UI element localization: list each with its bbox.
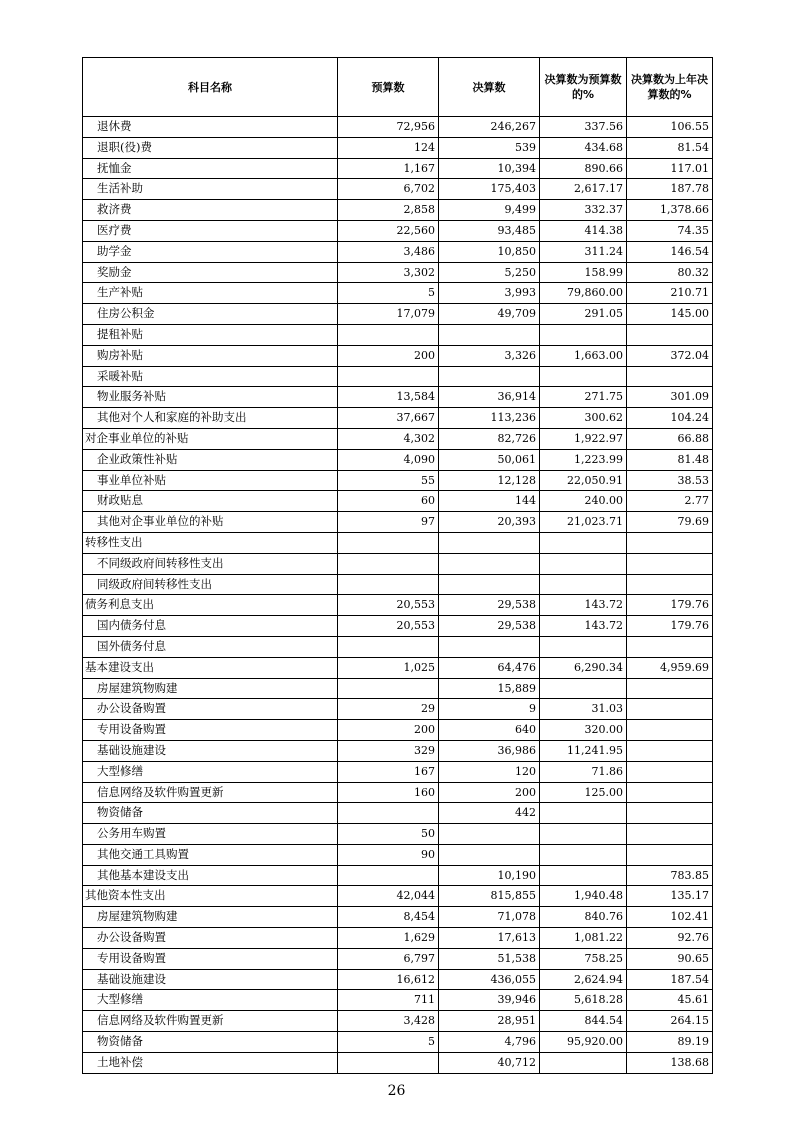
final-cell: 50,061 — [439, 449, 540, 470]
table-row — [83, 1052, 713, 1073]
budget-cell: 55 — [338, 470, 439, 491]
subject-name-cell: 退职(役)费 — [83, 137, 338, 158]
final-cell: 36,914 — [439, 387, 540, 408]
final-cell — [439, 824, 540, 845]
final-cell — [439, 553, 540, 574]
subject-name-cell: 生产补贴 — [83, 283, 338, 304]
final-cell: 442 — [439, 803, 540, 824]
ratio-to-prev-year-cell: 117.01 — [627, 158, 713, 179]
ratio-to-prev-year-cell: 38.53 — [627, 470, 713, 491]
ratio-to-budget-cell: 414.38 — [540, 220, 627, 241]
ratio-to-prev-year-cell — [627, 844, 713, 865]
table-row — [83, 907, 713, 928]
table-row — [83, 740, 713, 761]
table-row — [83, 200, 713, 221]
table-body — [83, 117, 713, 1074]
budget-cell: 3,486 — [338, 241, 439, 262]
table-row — [83, 574, 713, 595]
subject-name-cell: 土地补偿 — [83, 1052, 338, 1073]
subject-name-cell: 奖励金 — [83, 262, 338, 283]
ratio-to-prev-year-cell: 106.55 — [627, 117, 713, 138]
table-row — [83, 782, 713, 803]
table-row — [83, 1011, 713, 1032]
ratio-to-prev-year-cell — [627, 678, 713, 699]
subject-name-cell: 生活补助 — [83, 179, 338, 200]
ratio-to-budget-cell: 1,081.22 — [540, 928, 627, 949]
ratio-to-budget-cell: 1,922.97 — [540, 428, 627, 449]
ratio-to-budget-cell: 5,618.28 — [540, 990, 627, 1011]
header-ratio-to-prev-year: 决算数为上年决算数的% — [627, 58, 713, 117]
subject-name-cell: 其他对企事业单位的补贴 — [83, 512, 338, 533]
ratio-to-prev-year-cell — [627, 824, 713, 845]
ratio-to-budget-cell: 2,617.17 — [540, 179, 627, 200]
ratio-to-budget-cell — [540, 553, 627, 574]
subject-name-cell: 提租补贴 — [83, 324, 338, 345]
ratio-to-budget-cell: 95,920.00 — [540, 1032, 627, 1053]
budget-cell: 711 — [338, 990, 439, 1011]
subject-name-cell: 其他交通工具购置 — [83, 844, 338, 865]
subject-name-cell: 医疗费 — [83, 220, 338, 241]
table-row — [83, 1032, 713, 1053]
ratio-to-budget-cell: 758.25 — [540, 948, 627, 969]
subject-name-cell: 国内债务付息 — [83, 616, 338, 637]
table-row — [83, 969, 713, 990]
final-cell: 640 — [439, 720, 540, 741]
budget-cell: 8,454 — [338, 907, 439, 928]
ratio-to-budget-cell: 11,241.95 — [540, 740, 627, 761]
table-row — [83, 470, 713, 491]
final-cell: 82,726 — [439, 428, 540, 449]
subject-name-cell: 企业政策性补贴 — [83, 449, 338, 470]
ratio-to-prev-year-cell: 45.61 — [627, 990, 713, 1011]
ratio-to-budget-cell — [540, 678, 627, 699]
ratio-to-budget-cell: 320.00 — [540, 720, 627, 741]
table-row — [83, 283, 713, 304]
table-row — [83, 636, 713, 657]
budget-cell: 3,428 — [338, 1011, 439, 1032]
ratio-to-budget-cell — [540, 574, 627, 595]
subject-name-cell: 房屋建筑物购建 — [83, 907, 338, 928]
subject-name-cell: 基本建设支出 — [83, 657, 338, 678]
table-header-row — [83, 58, 713, 117]
table-row — [83, 345, 713, 366]
final-cell: 815,855 — [439, 886, 540, 907]
table-row — [83, 761, 713, 782]
budget-cell: 2,858 — [338, 200, 439, 221]
subject-name-cell: 对企事业单位的补贴 — [83, 428, 338, 449]
budget-cell — [338, 324, 439, 345]
final-cell: 17,613 — [439, 928, 540, 949]
ratio-to-prev-year-cell: 90.65 — [627, 948, 713, 969]
ratio-to-budget-cell: 71.86 — [540, 761, 627, 782]
header-final: 决算数 — [439, 58, 540, 117]
ratio-to-prev-year-cell: 138.68 — [627, 1052, 713, 1073]
table-row — [83, 449, 713, 470]
budget-cell — [338, 574, 439, 595]
subject-name-cell: 办公设备购置 — [83, 928, 338, 949]
ratio-to-prev-year-cell — [627, 699, 713, 720]
ratio-to-budget-cell: 31.03 — [540, 699, 627, 720]
subject-name-cell: 专用设备购置 — [83, 720, 338, 741]
final-cell: 200 — [439, 782, 540, 803]
final-cell: 9,499 — [439, 200, 540, 221]
ratio-to-budget-cell: 158.99 — [540, 262, 627, 283]
ratio-to-prev-year-cell — [627, 366, 713, 387]
budget-cell: 60 — [338, 491, 439, 512]
final-cell: 49,709 — [439, 304, 540, 325]
budget-cell — [338, 532, 439, 553]
ratio-to-prev-year-cell: 2.77 — [627, 491, 713, 512]
ratio-to-budget-cell — [540, 803, 627, 824]
final-cell: 120 — [439, 761, 540, 782]
ratio-to-prev-year-cell — [627, 532, 713, 553]
table-row — [83, 137, 713, 158]
page-number: 26 — [387, 1083, 406, 1099]
ratio-to-budget-cell: 2,624.94 — [540, 969, 627, 990]
table-row — [83, 512, 713, 533]
ratio-to-prev-year-cell: 74.35 — [627, 220, 713, 241]
subject-name-cell: 住房公积金 — [83, 304, 338, 325]
budget-cell: 97 — [338, 512, 439, 533]
budget-cell: 42,044 — [338, 886, 439, 907]
final-cell: 36,986 — [439, 740, 540, 761]
ratio-to-prev-year-cell — [627, 324, 713, 345]
ratio-to-budget-cell — [540, 844, 627, 865]
ratio-to-budget-cell: 143.72 — [540, 595, 627, 616]
ratio-to-budget-cell — [540, 865, 627, 886]
budget-cell — [338, 636, 439, 657]
budget-cell — [338, 1052, 439, 1073]
table-row — [83, 387, 713, 408]
table-row — [83, 990, 713, 1011]
final-cell: 39,946 — [439, 990, 540, 1011]
final-cell — [439, 324, 540, 345]
table-row — [83, 532, 713, 553]
ratio-to-budget-cell — [540, 324, 627, 345]
ratio-to-budget-cell: 240.00 — [540, 491, 627, 512]
budget-cell: 160 — [338, 782, 439, 803]
budget-cell: 22,560 — [338, 220, 439, 241]
subject-name-cell: 其他资本性支出 — [83, 886, 338, 907]
ratio-to-budget-cell: 6,290.34 — [540, 657, 627, 678]
table-row — [83, 553, 713, 574]
final-cell: 175,403 — [439, 179, 540, 200]
ratio-to-budget-cell: 844.54 — [540, 1011, 627, 1032]
subject-name-cell: 基础设施建设 — [83, 969, 338, 990]
budget-cell — [338, 803, 439, 824]
final-cell: 10,394 — [439, 158, 540, 179]
budget-cell: 4,302 — [338, 428, 439, 449]
budget-cell: 3,302 — [338, 262, 439, 283]
ratio-to-budget-cell: 332.37 — [540, 200, 627, 221]
final-cell: 93,485 — [439, 220, 540, 241]
ratio-to-prev-year-cell: 135.17 — [627, 886, 713, 907]
table-row — [83, 117, 713, 138]
budget-cell: 5 — [338, 1032, 439, 1053]
ratio-to-prev-year-cell: 187.54 — [627, 969, 713, 990]
budget-cell: 329 — [338, 740, 439, 761]
final-cell: 28,951 — [439, 1011, 540, 1032]
final-cell: 15,889 — [439, 678, 540, 699]
budget-cell: 37,667 — [338, 408, 439, 429]
final-cell: 29,538 — [439, 595, 540, 616]
ratio-to-prev-year-cell: 1,378.66 — [627, 200, 713, 221]
table-row — [83, 241, 713, 262]
subject-name-cell: 事业单位补贴 — [83, 470, 338, 491]
ratio-to-prev-year-cell — [627, 720, 713, 741]
budget-cell: 16,612 — [338, 969, 439, 990]
ratio-to-budget-cell: 337.56 — [540, 117, 627, 138]
final-cell: 246,267 — [439, 117, 540, 138]
budget-cell: 6,702 — [338, 179, 439, 200]
ratio-to-budget-cell: 125.00 — [540, 782, 627, 803]
budget-cell: 200 — [338, 720, 439, 741]
subject-name-cell: 物资储备 — [83, 803, 338, 824]
subject-name-cell: 物业服务补贴 — [83, 387, 338, 408]
table-row — [83, 720, 713, 741]
ratio-to-budget-cell — [540, 1052, 627, 1073]
table-row — [83, 948, 713, 969]
ratio-to-prev-year-cell: 102.41 — [627, 907, 713, 928]
budget-cell: 50 — [338, 824, 439, 845]
final-cell — [439, 532, 540, 553]
budget-cell: 72,956 — [338, 117, 439, 138]
ratio-to-prev-year-cell — [627, 761, 713, 782]
subject-name-cell: 救济费 — [83, 200, 338, 221]
budget-cell — [338, 366, 439, 387]
subject-name-cell: 采暖补贴 — [83, 366, 338, 387]
ratio-to-prev-year-cell: 79.69 — [627, 512, 713, 533]
budget-cell — [338, 865, 439, 886]
ratio-to-budget-cell: 434.68 — [540, 137, 627, 158]
budget-cell: 29 — [338, 699, 439, 720]
subject-name-cell: 其他对个人和家庭的补助支出 — [83, 408, 338, 429]
subject-name-cell: 财政贴息 — [83, 491, 338, 512]
budget-cell: 1,629 — [338, 928, 439, 949]
budget-cell: 167 — [338, 761, 439, 782]
table-row — [83, 408, 713, 429]
ratio-to-prev-year-cell: 81.54 — [627, 137, 713, 158]
ratio-to-budget-cell: 300.62 — [540, 408, 627, 429]
ratio-to-budget-cell: 1,940.48 — [540, 886, 627, 907]
ratio-to-budget-cell: 21,023.71 — [540, 512, 627, 533]
budget-table — [82, 57, 713, 1074]
final-cell: 40,712 — [439, 1052, 540, 1073]
final-cell — [439, 574, 540, 595]
subject-name-cell: 助学金 — [83, 241, 338, 262]
ratio-to-prev-year-cell: 4,959.69 — [627, 657, 713, 678]
subject-name-cell: 大型修缮 — [83, 990, 338, 1011]
subject-name-cell: 物资储备 — [83, 1032, 338, 1053]
table-row — [83, 824, 713, 845]
ratio-to-prev-year-cell — [627, 553, 713, 574]
subject-name-cell: 房屋建筑物购建 — [83, 678, 338, 699]
ratio-to-prev-year-cell: 179.76 — [627, 616, 713, 637]
header-subject-name: 科目名称 — [83, 58, 338, 117]
final-cell: 3,993 — [439, 283, 540, 304]
budget-cell: 17,079 — [338, 304, 439, 325]
ratio-to-prev-year-cell: 264.15 — [627, 1011, 713, 1032]
final-cell: 436,055 — [439, 969, 540, 990]
table-row — [83, 803, 713, 824]
subject-name-cell: 转移性支出 — [83, 532, 338, 553]
final-cell: 4,796 — [439, 1032, 540, 1053]
ratio-to-budget-cell: 22,050.91 — [540, 470, 627, 491]
ratio-to-prev-year-cell: 372.04 — [627, 345, 713, 366]
ratio-to-prev-year-cell: 145.00 — [627, 304, 713, 325]
budget-cell: 1,167 — [338, 158, 439, 179]
subject-name-cell: 购房补贴 — [83, 345, 338, 366]
final-cell: 9 — [439, 699, 540, 720]
budget-cell — [338, 678, 439, 699]
ratio-to-budget-cell: 79,860.00 — [540, 283, 627, 304]
final-cell: 10,850 — [439, 241, 540, 262]
ratio-to-prev-year-cell — [627, 782, 713, 803]
ratio-to-budget-cell: 271.75 — [540, 387, 627, 408]
budget-cell: 13,584 — [338, 387, 439, 408]
table-row — [83, 616, 713, 637]
final-cell: 71,078 — [439, 907, 540, 928]
ratio-to-budget-cell — [540, 824, 627, 845]
budget-cell — [338, 553, 439, 574]
ratio-to-budget-cell — [540, 636, 627, 657]
ratio-to-prev-year-cell: 301.09 — [627, 387, 713, 408]
budget-cell: 200 — [338, 345, 439, 366]
ratio-to-prev-year-cell: 66.88 — [627, 428, 713, 449]
final-cell: 51,538 — [439, 948, 540, 969]
header-budget: 预算数 — [338, 58, 439, 117]
subject-name-cell: 退休费 — [83, 117, 338, 138]
subject-name-cell: 公务用车购置 — [83, 824, 338, 845]
final-cell — [439, 366, 540, 387]
ratio-to-prev-year-cell — [627, 803, 713, 824]
ratio-to-budget-cell: 840.76 — [540, 907, 627, 928]
budget-cell: 90 — [338, 844, 439, 865]
ratio-to-prev-year-cell: 81.48 — [627, 449, 713, 470]
ratio-to-prev-year-cell: 92.76 — [627, 928, 713, 949]
final-cell: 113,236 — [439, 408, 540, 429]
ratio-to-prev-year-cell: 783.85 — [627, 865, 713, 886]
ratio-to-prev-year-cell: 80.32 — [627, 262, 713, 283]
final-cell: 539 — [439, 137, 540, 158]
ratio-to-budget-cell: 311.24 — [540, 241, 627, 262]
table-row — [83, 366, 713, 387]
final-cell: 5,250 — [439, 262, 540, 283]
subject-name-cell: 信息网络及软件购置更新 — [83, 1011, 338, 1032]
final-cell: 29,538 — [439, 616, 540, 637]
ratio-to-prev-year-cell: 89.19 — [627, 1032, 713, 1053]
ratio-to-budget-cell — [540, 532, 627, 553]
ratio-to-prev-year-cell: 146.54 — [627, 241, 713, 262]
table-row — [83, 491, 713, 512]
ratio-to-prev-year-cell — [627, 636, 713, 657]
ratio-to-prev-year-cell — [627, 740, 713, 761]
budget-cell: 4,090 — [338, 449, 439, 470]
subject-name-cell: 债务利息支出 — [83, 595, 338, 616]
table-row — [83, 699, 713, 720]
ratio-to-prev-year-cell: 179.76 — [627, 595, 713, 616]
final-cell: 10,190 — [439, 865, 540, 886]
ratio-to-budget-cell: 1,663.00 — [540, 345, 627, 366]
final-cell: 64,476 — [439, 657, 540, 678]
subject-name-cell: 基础设施建设 — [83, 740, 338, 761]
subject-name-cell: 大型修缮 — [83, 761, 338, 782]
table-row — [83, 844, 713, 865]
table-row — [83, 324, 713, 345]
budget-cell: 20,553 — [338, 595, 439, 616]
ratio-to-budget-cell — [540, 366, 627, 387]
subject-name-cell: 国外债务付息 — [83, 636, 338, 657]
subject-name-cell: 抚恤金 — [83, 158, 338, 179]
table-row — [83, 595, 713, 616]
ratio-to-prev-year-cell — [627, 574, 713, 595]
subject-name-cell: 同级政府间转移性支出 — [83, 574, 338, 595]
budget-cell: 20,553 — [338, 616, 439, 637]
final-cell: 144 — [439, 491, 540, 512]
ratio-to-prev-year-cell: 210.71 — [627, 283, 713, 304]
table-row — [83, 657, 713, 678]
table-row — [83, 179, 713, 200]
table-row — [83, 865, 713, 886]
final-cell — [439, 844, 540, 865]
table-row — [83, 304, 713, 325]
ratio-to-budget-cell: 143.72 — [540, 616, 627, 637]
budget-cell: 6,797 — [338, 948, 439, 969]
ratio-to-budget-cell: 291.05 — [540, 304, 627, 325]
subject-name-cell: 信息网络及软件购置更新 — [83, 782, 338, 803]
table-row — [83, 158, 713, 179]
ratio-to-prev-year-cell: 187.78 — [627, 179, 713, 200]
table-row — [83, 220, 713, 241]
budget-cell: 1,025 — [338, 657, 439, 678]
final-cell: 20,393 — [439, 512, 540, 533]
table-row — [83, 428, 713, 449]
budget-cell: 124 — [338, 137, 439, 158]
final-cell: 3,326 — [439, 345, 540, 366]
header-ratio-to-budget: 决算数为预算数的% — [540, 58, 627, 117]
final-cell — [439, 636, 540, 657]
subject-name-cell: 办公设备购置 — [83, 699, 338, 720]
final-cell: 12,128 — [439, 470, 540, 491]
budget-cell: 5 — [338, 283, 439, 304]
table-row — [83, 928, 713, 949]
ratio-to-budget-cell: 890.66 — [540, 158, 627, 179]
ratio-to-prev-year-cell: 104.24 — [627, 408, 713, 429]
table-row — [83, 262, 713, 283]
table-row — [83, 886, 713, 907]
subject-name-cell: 不同级政府间转移性支出 — [83, 553, 338, 574]
subject-name-cell: 专用设备购置 — [83, 948, 338, 969]
subject-name-cell: 其他基本建设支出 — [83, 865, 338, 886]
ratio-to-budget-cell: 1,223.99 — [540, 449, 627, 470]
table-row — [83, 678, 713, 699]
